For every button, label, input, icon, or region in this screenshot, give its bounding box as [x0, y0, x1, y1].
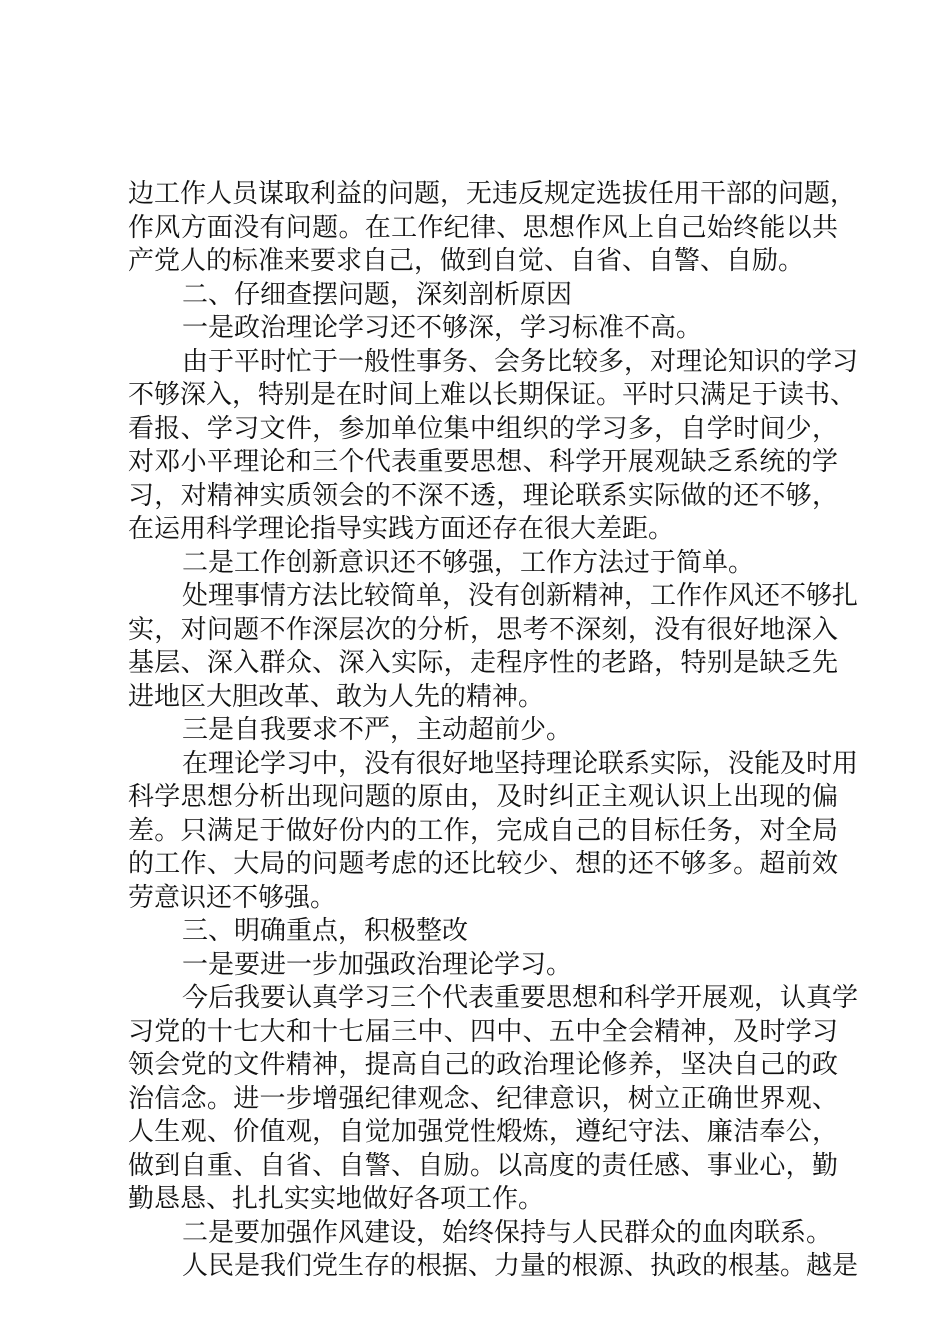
- text-line: 在运用科学理论指导实践方面还存在很大差距。: [128, 514, 675, 544]
- text-line: 今后我要认真学习三个代表重要思想和科学开展观，认真学: [182, 983, 859, 1013]
- text-line: 三、明确重点，积极整改: [182, 916, 469, 946]
- text-line: 由于平时忙于一般性事务、会务比较多，对理论知识的学习: [182, 346, 859, 377]
- text-line: 的工作、大局的问题考虑的还比较少、想的还不够多。超前效: [128, 849, 838, 879]
- text-line: 劳意识还不够强。: [128, 882, 337, 913]
- text-line: 一是政治理论学习还不够深，学习标准不高。: [182, 313, 703, 343]
- text-line: 基层、深入群众、深入实际，走程序性的老路，特别是缺乏先: [128, 648, 838, 678]
- text-line: 勤恳恳、扎扎实实地做好各项工作。: [128, 1184, 545, 1214]
- text-line: 看报、学习文件，参加单位集中组织的学习多，自学时间少，: [128, 413, 838, 444]
- text-line: 二是要加强作风建设，始终保持与人民群众的血肉联系。: [182, 1217, 833, 1248]
- text-line: 二、仔细查摆问题，深刻剖析原因: [182, 279, 573, 310]
- text-line: 进地区大胆改革、敢为人先的精神。: [128, 681, 545, 712]
- text-line: 做到自重、自省、自警、自励。以高度的责任感、事业心，勤: [128, 1150, 838, 1181]
- text-line: 三是自我要求不严，主动超前少。: [182, 715, 573, 745]
- text-line: 产党人的标准来要求自己，做到自觉、自省、自警、自励。: [128, 246, 805, 276]
- text-line: 领会党的文件精神，提高自己的政治理论修养，坚决自己的政: [128, 1050, 838, 1080]
- text-line: 作风方面没有问题。在工作纪律、思想作风上自己始终能以共: [128, 212, 838, 243]
- text-line: 实，对问题不作深层次的分析，思考不深刻，没有很好地深入: [128, 614, 838, 645]
- text-line: 二是工作创新意识还不够强，工作方法过于简单。: [182, 547, 755, 578]
- text-line: 人生观、价值观，自觉加强党性煅炼，遵纪守法、廉洁奉公，: [128, 1117, 838, 1147]
- text-line: 治信念。进一步增强纪律观念、纪律意识，树立正确世界观、: [128, 1083, 838, 1114]
- text-line: 习党的十七大和十七届三中、四中、五中全会精神，及时学习: [128, 1016, 838, 1047]
- text-line: 在理论学习中，没有很好地坚持理论联系实际，没能及时用: [182, 748, 859, 779]
- text-line: 习，对精神实质领会的不深不透，理论联系实际做的还不够，: [128, 480, 838, 511]
- text-line: 不够深入，特别是在时间上难以长期保证。平时只满足于读书、: [128, 380, 857, 410]
- text-line: 科学思想分析出现问题的原由，及时纠正主观认识上出现的偏: [128, 782, 838, 812]
- text-line: 一是要进一步加强政治理论学习。: [182, 949, 573, 980]
- text-line: 边工作人员谋取利益的问题，无违反规定选拔任用干部的问题，: [128, 179, 857, 209]
- text-line: 处理事情方法比较简单，没有创新精神，工作作风还不够扎: [182, 581, 859, 611]
- body-text: [128, 178, 859, 1284]
- text-line: 对邓小平理论和三个代表重要思想、科学开展观缺乏系统的学: [128, 447, 838, 477]
- text-line: 差。只满足于做好份内的工作，完成自己的目标任务，对全局: [128, 815, 838, 846]
- text-line: 人民是我们党生存的根据、力量的根源、执政的根基。越是: [182, 1251, 859, 1281]
